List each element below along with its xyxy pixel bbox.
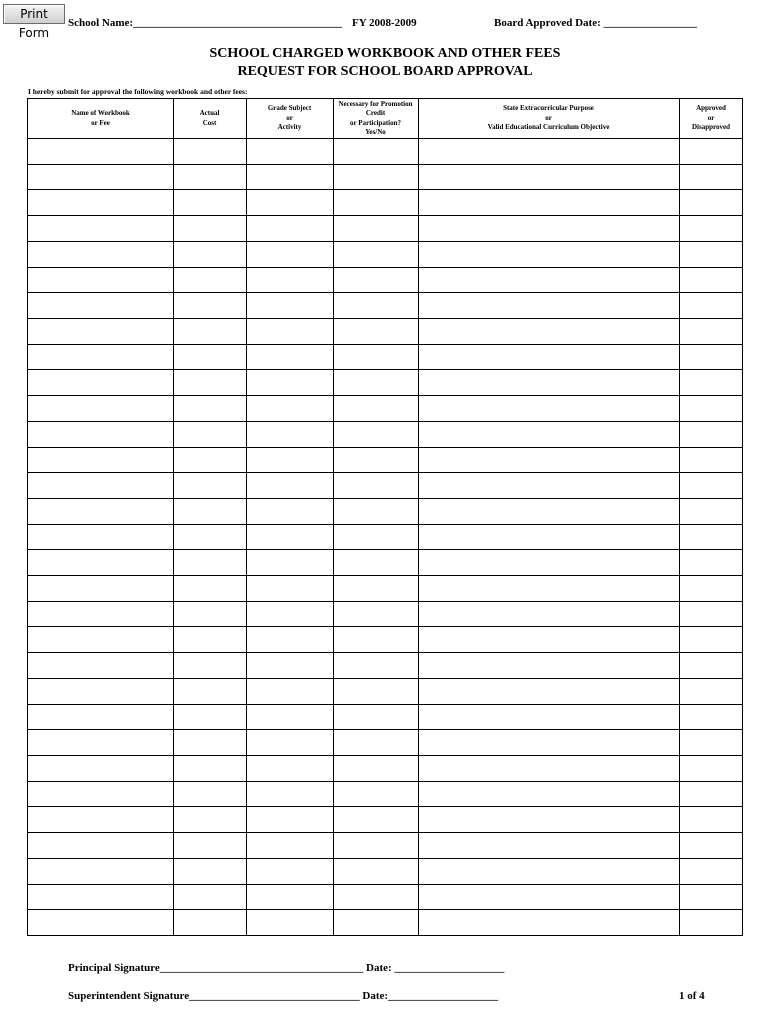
print-form-button[interactable]: Print Form (3, 4, 65, 24)
table-row[interactable] (28, 395, 742, 396)
table-row[interactable] (28, 781, 742, 782)
table-row[interactable] (28, 755, 742, 756)
form-title: SCHOOL CHARGED WORKBOOK AND OTHER FEES (209, 46, 561, 61)
fees-table (27, 98, 743, 936)
column-header-text: Necessary for Promotion (338, 99, 413, 108)
column-header-text: Cost (202, 118, 217, 127)
table-row[interactable] (28, 164, 742, 165)
column-header-text: or (286, 113, 293, 122)
table-row[interactable] (28, 858, 742, 859)
table-row[interactable] (28, 884, 742, 885)
column-header-text: Valid Educational Curriculum Objective (487, 123, 610, 132)
table-row[interactable] (28, 447, 742, 448)
fiscal-year-label: FY 2008-2009 (352, 17, 417, 29)
page-number: 1 of 4 (679, 990, 705, 1002)
table-row[interactable] (28, 344, 742, 345)
column-header-text: or (545, 113, 552, 122)
column-divider (173, 99, 174, 935)
column-header-text: Name of Workbook (71, 109, 130, 117)
table-row[interactable] (28, 498, 742, 499)
table-row[interactable] (28, 215, 742, 216)
table-row[interactable] (28, 575, 742, 576)
table-row[interactable] (28, 138, 742, 139)
table-row[interactable] (28, 524, 742, 525)
table-row[interactable] (28, 369, 742, 370)
column-divider (418, 99, 419, 935)
table-row[interactable] (28, 421, 742, 422)
column-header-5 (418, 99, 679, 138)
column-header-text: Grade Subject (267, 104, 312, 113)
form-subtitle: REQUEST FOR SCHOOL BOARD APPROVAL (237, 64, 533, 79)
column-header-text: State Extracurricular Purpose (503, 104, 594, 113)
table-row[interactable] (28, 472, 742, 473)
superintendent-signature-line[interactable]: Superintendent Signature_______________________________ Date:____________________ (68, 990, 499, 1002)
intro-text: I hereby submit for approval the following workbook and other fees: (28, 87, 248, 96)
table-row[interactable] (28, 267, 742, 268)
column-header-text: or Participation? (349, 118, 401, 127)
principal-signature-line[interactable]: Principal Signature_____________________________________ Date: ____________________ (68, 962, 505, 974)
table-row[interactable] (28, 189, 742, 190)
table-row[interactable] (28, 549, 742, 550)
table-row[interactable] (28, 729, 742, 730)
table-row[interactable] (28, 318, 742, 319)
column-divider (679, 99, 680, 935)
table-row[interactable] (28, 626, 742, 627)
column-divider (246, 99, 247, 935)
column-divider (333, 99, 334, 935)
column-header-6 (679, 99, 743, 138)
column-header-text: Disapproved (692, 123, 730, 132)
column-header-text: Credit (365, 109, 386, 117)
table-row[interactable] (28, 678, 742, 679)
table-row[interactable] (28, 652, 742, 653)
column-header-text: or (707, 113, 715, 122)
table-row[interactable] (28, 704, 742, 705)
column-header-3 (246, 99, 333, 138)
column-header-text: or Fee (91, 118, 110, 127)
table-row[interactable] (28, 806, 742, 807)
column-header-text: Yes/No (365, 128, 386, 136)
school-name-field[interactable]: School Name:______________________________________ (68, 17, 343, 29)
column-header-1 (28, 99, 173, 138)
table-row[interactable] (28, 601, 742, 602)
column-header-2 (173, 99, 246, 138)
column-header-text: Actual (199, 109, 220, 117)
table-row[interactable] (28, 292, 742, 293)
table-row[interactable] (28, 909, 742, 910)
board-approved-date-field[interactable]: Board Approved Date: _________________ (494, 17, 697, 29)
column-header-text: Approved (696, 104, 726, 113)
column-header-4 (333, 99, 418, 138)
table-row[interactable] (28, 241, 742, 242)
column-header-text: Activity (277, 123, 302, 132)
table-row[interactable] (28, 832, 742, 833)
